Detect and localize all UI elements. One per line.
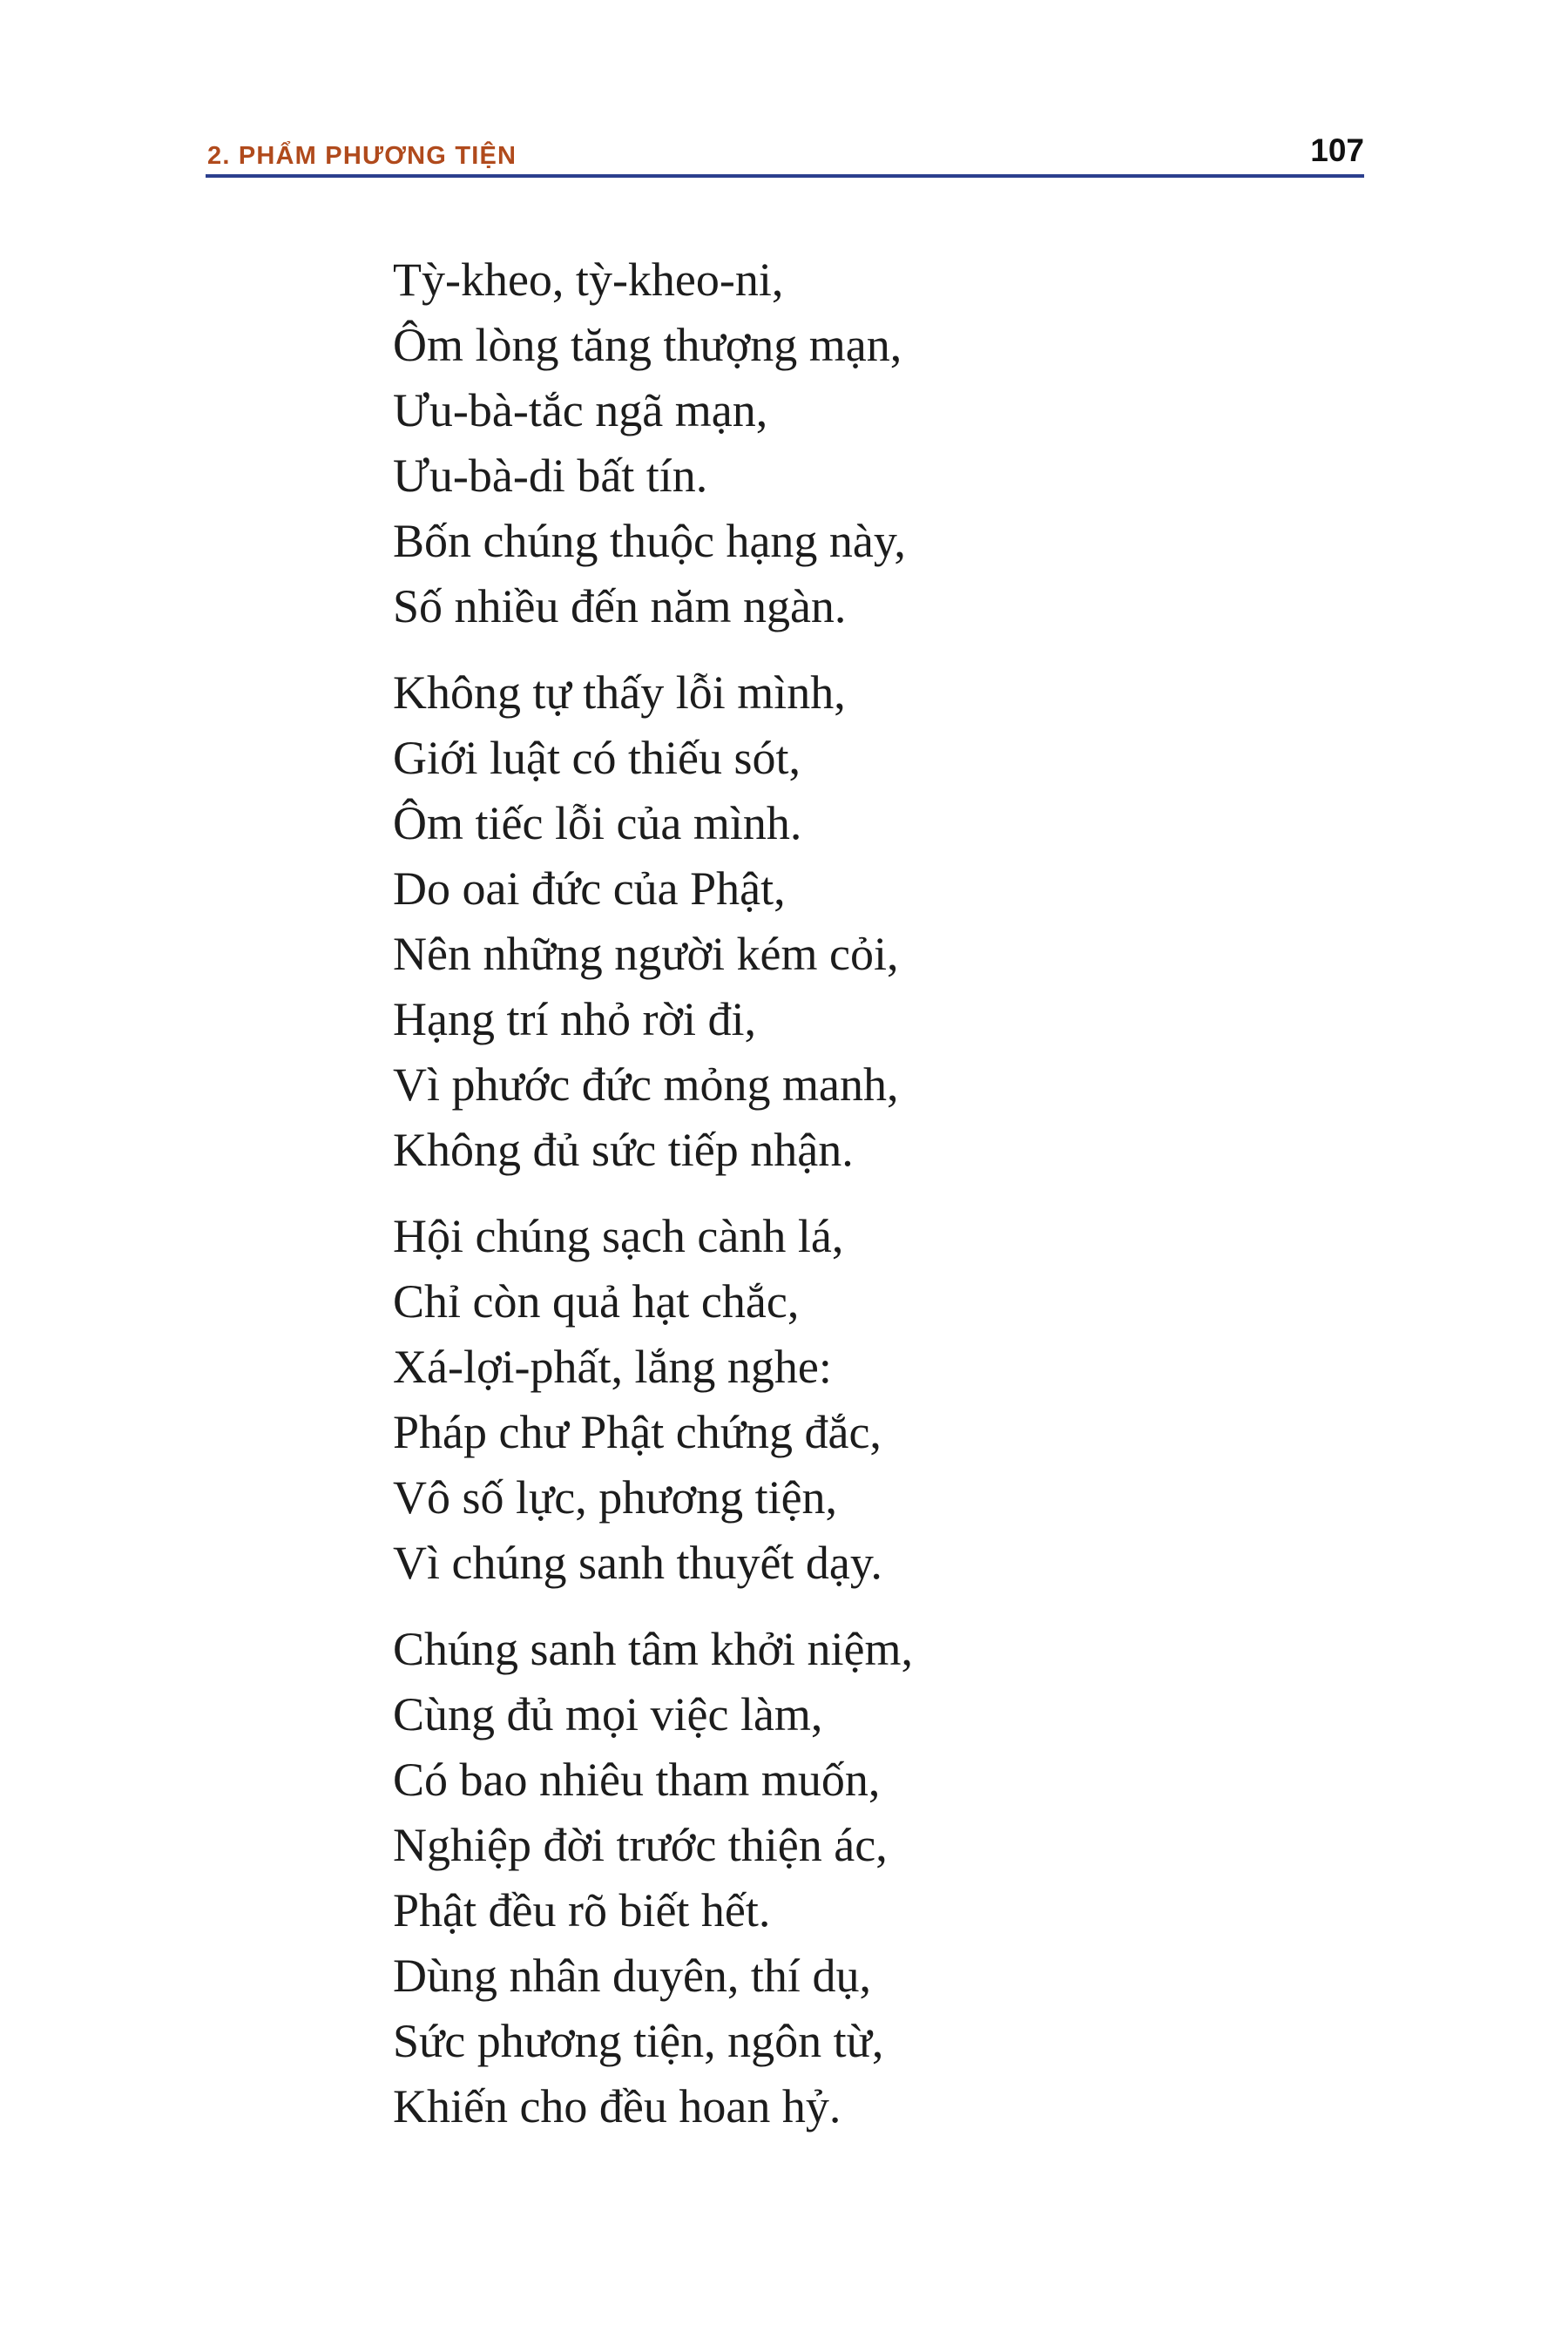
- verse-line: Hội chúng sạch cành lá,: [393, 1210, 844, 1262]
- verse-line: Tỳ-kheo, tỳ-kheo-ni,: [393, 253, 784, 306]
- verse-line: Dùng nhân duyên, thí dụ,: [393, 1950, 871, 2002]
- running-header: [206, 127, 1364, 178]
- verse-line: Cùng đủ mọi việc làm,: [393, 1688, 823, 1740]
- header-divider: [206, 174, 1364, 178]
- verse-line: Khiến cho đều hoan hỷ.: [393, 2080, 841, 2132]
- verse-line: Có bao nhiêu tham muốn,: [393, 1754, 881, 1806]
- verse-line: Chúng sanh tâm khởi niệm,: [393, 1623, 914, 1675]
- stanza: [393, 660, 1264, 1183]
- verse-line: Ưu-bà-di bất tín.: [393, 449, 708, 502]
- verse-line: Không đủ sức tiếp nhận.: [393, 1124, 854, 1176]
- verse-line: Xá-lợi-phất, lắng nghe:: [393, 1341, 832, 1393]
- verse-line: Ưu-bà-tắc ngã mạn,: [393, 384, 768, 436]
- stanza: [393, 247, 1264, 639]
- verse-line: Giới luật có thiếu sót,: [393, 732, 801, 784]
- verse-line: Nên những người kém cỏi,: [393, 928, 899, 980]
- stanza: [393, 1617, 1264, 2139]
- stanza: [393, 1204, 1264, 1596]
- verse-line: Ôm tiếc lỗi của mình.: [393, 797, 802, 849]
- verse-line: Chỉ còn quả hạt chắc,: [393, 1275, 800, 1328]
- verse-line: Ôm lòng tăng thượng mạn,: [393, 319, 902, 371]
- verse-line: Hạng trí nhỏ rời đi,: [393, 993, 756, 1045]
- verse-line: Vô số lực, phương tiện,: [393, 1471, 838, 1524]
- verse-line: Vì phước đức mỏng manh,: [393, 1058, 899, 1111]
- verse-line: Do oai đức của Phật,: [393, 862, 786, 915]
- verse-line: Nghiệp đời trước thiện ác,: [393, 1819, 888, 1871]
- verse-line: Số nhiều đến năm ngàn.: [393, 580, 847, 632]
- page-number: 107: [1310, 132, 1364, 168]
- verse-line: Pháp chư Phật chứng đắc,: [393, 1406, 882, 1458]
- poem-body: [393, 247, 1264, 2160]
- verse-line: Không tự thấy lỗi mình,: [393, 666, 846, 719]
- verse-line: Phật đều rõ biết hết.: [393, 1884, 771, 1936]
- verse-line: Vì chúng sanh thuyết dạy.: [393, 1537, 882, 1589]
- verse-line: Bốn chúng thuộc hạng này,: [393, 515, 906, 567]
- verse-line: Sức phương tiện, ngôn từ,: [393, 2015, 884, 2067]
- chapter-title: 2. PHẨM PHƯƠNG TIỆN: [207, 142, 517, 170]
